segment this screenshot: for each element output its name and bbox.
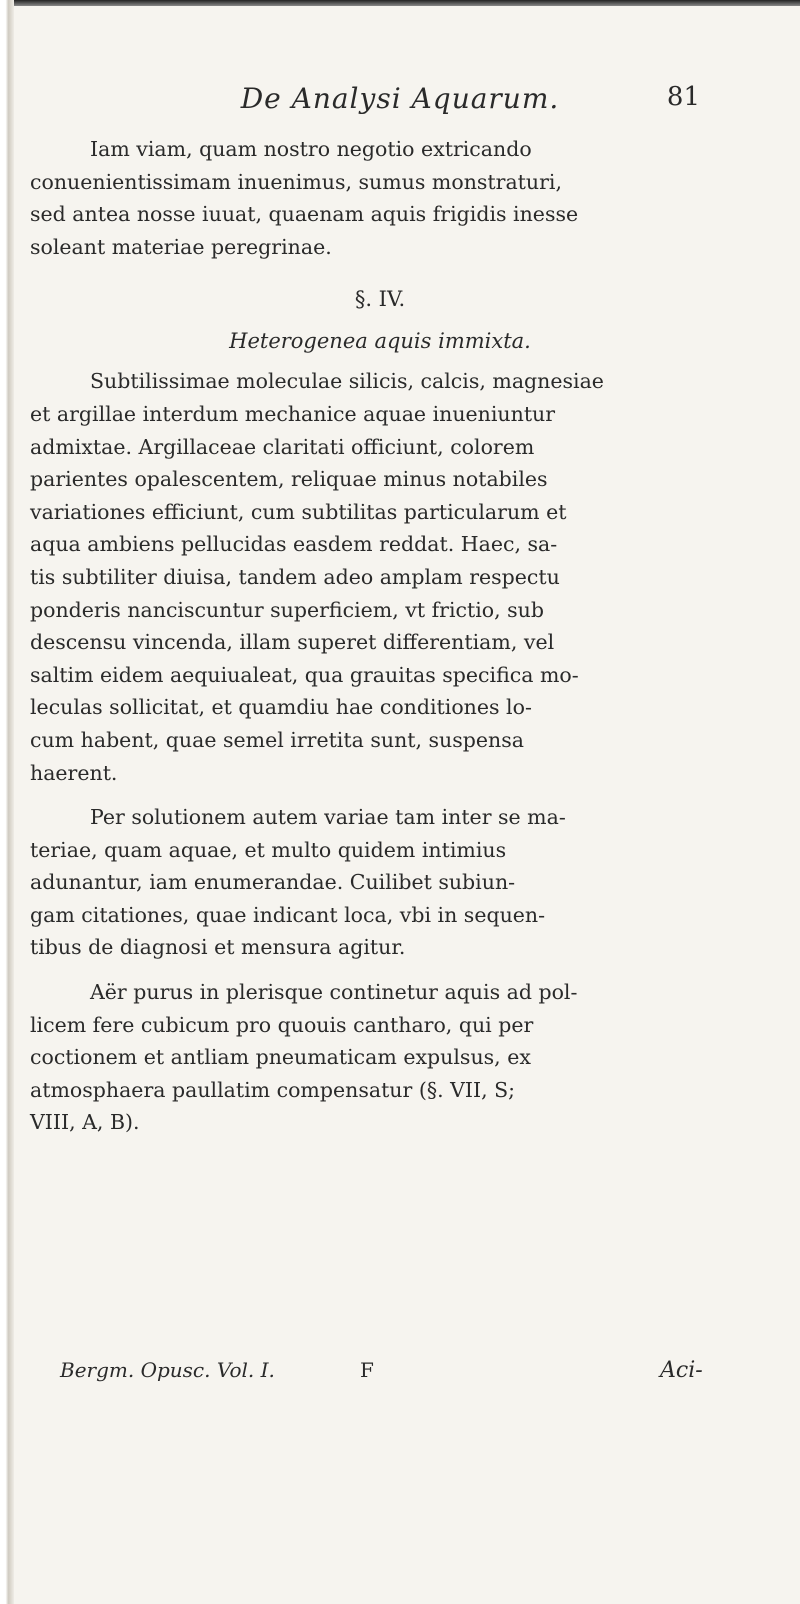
text-line: parientes opalescentem, reliquae minus notabiles bbox=[30, 467, 548, 492]
text-line: admixtae. Argillaceae claritati officiunt, colorem bbox=[30, 434, 535, 459]
section-title: Heterogenea aquis immixta. bbox=[229, 329, 531, 354]
text-line: coctionem et antliam pneumaticam expulsus, ex bbox=[30, 1045, 531, 1070]
running-title: De Analysi Aquarum. bbox=[240, 82, 560, 115]
text-line: licem fere cubicum pro quouis cantharo, qui per bbox=[30, 1012, 534, 1037]
page-number: 81 bbox=[666, 82, 700, 112]
text-line: leculas sollicitat, et quamdiu hae conditiones lo- bbox=[30, 695, 532, 720]
text-line: soleant materiae peregrinae. bbox=[30, 234, 332, 259]
page-top-edge bbox=[0, 0, 800, 6]
text-line: et argillae interdum mechanice aquae inueniuntur bbox=[30, 401, 556, 426]
text-line: VIII, A, B). bbox=[30, 1110, 140, 1135]
text-line: atmosphaera paullatim compensatur (§. VII, S; bbox=[30, 1077, 516, 1102]
page-binding-edge bbox=[0, 0, 14, 1604]
text-line: variationes efficiunt, cum subtilitas particularum et bbox=[30, 499, 567, 524]
paragraph-gap bbox=[30, 964, 710, 976]
text-line: gam citationes, quae indicant loca, vbi in sequen- bbox=[30, 902, 546, 927]
text-line: Subtilissimae moleculae silicis, calcis, magnesiae bbox=[90, 369, 604, 394]
text-line: Iam viam, quam nostro negotio extricando bbox=[90, 137, 532, 161]
text-line: saltim eidem aequiualeat, qua grauitas specifica mo- bbox=[30, 662, 579, 687]
intro-paragraph bbox=[30, 133, 710, 263]
paragraph-gap bbox=[30, 789, 710, 801]
text-line: adunantur, iam enumerandae. Cuilibet subiun- bbox=[30, 870, 516, 895]
paragraph-3 bbox=[30, 976, 710, 1139]
text-line: teriae, quam aquae, et multo quidem intimius bbox=[30, 837, 507, 862]
catchword: Aci- bbox=[660, 1358, 703, 1383]
text-line: conuenientissimam inuenimus, sumus monstraturi, bbox=[30, 169, 562, 194]
page-footer bbox=[60, 1358, 760, 1394]
text-line: tis subtiliter diuisa, tandem adeo amplam respectu bbox=[30, 564, 560, 589]
text-line: tibus de diagnosi et mensura agitur. bbox=[30, 935, 406, 960]
text-line: Aër purus in plerisque continetur aquis ad pol- bbox=[90, 980, 578, 1005]
text-line: haerent. bbox=[30, 760, 118, 785]
text-line: ponderis nanciscuntur superficiem, vt frictio, sub bbox=[30, 597, 545, 622]
text-line: sed antea nosse iuuat, quaenam aquis frigidis inesse bbox=[30, 202, 579, 227]
text-line: cum habent, quae semel irretita sunt, suspensa bbox=[30, 727, 524, 752]
section-number: §. IV. bbox=[354, 287, 406, 312]
signature-mark: F bbox=[360, 1358, 374, 1382]
text-line: aqua ambiens pellucidas easdem reddat. Haec, sa- bbox=[30, 532, 558, 557]
text-line: Per solutionem autem variae tam inter se ma- bbox=[90, 805, 566, 830]
paragraph-1 bbox=[30, 365, 710, 789]
body-text bbox=[30, 133, 710, 1139]
text-line: descensu vincenda, illam superet differentiam, vel bbox=[30, 630, 555, 655]
printer-signature: Bergm. Opusc. Vol. I. bbox=[60, 1358, 275, 1382]
paragraph-2 bbox=[30, 801, 710, 964]
page-header bbox=[120, 82, 700, 122]
